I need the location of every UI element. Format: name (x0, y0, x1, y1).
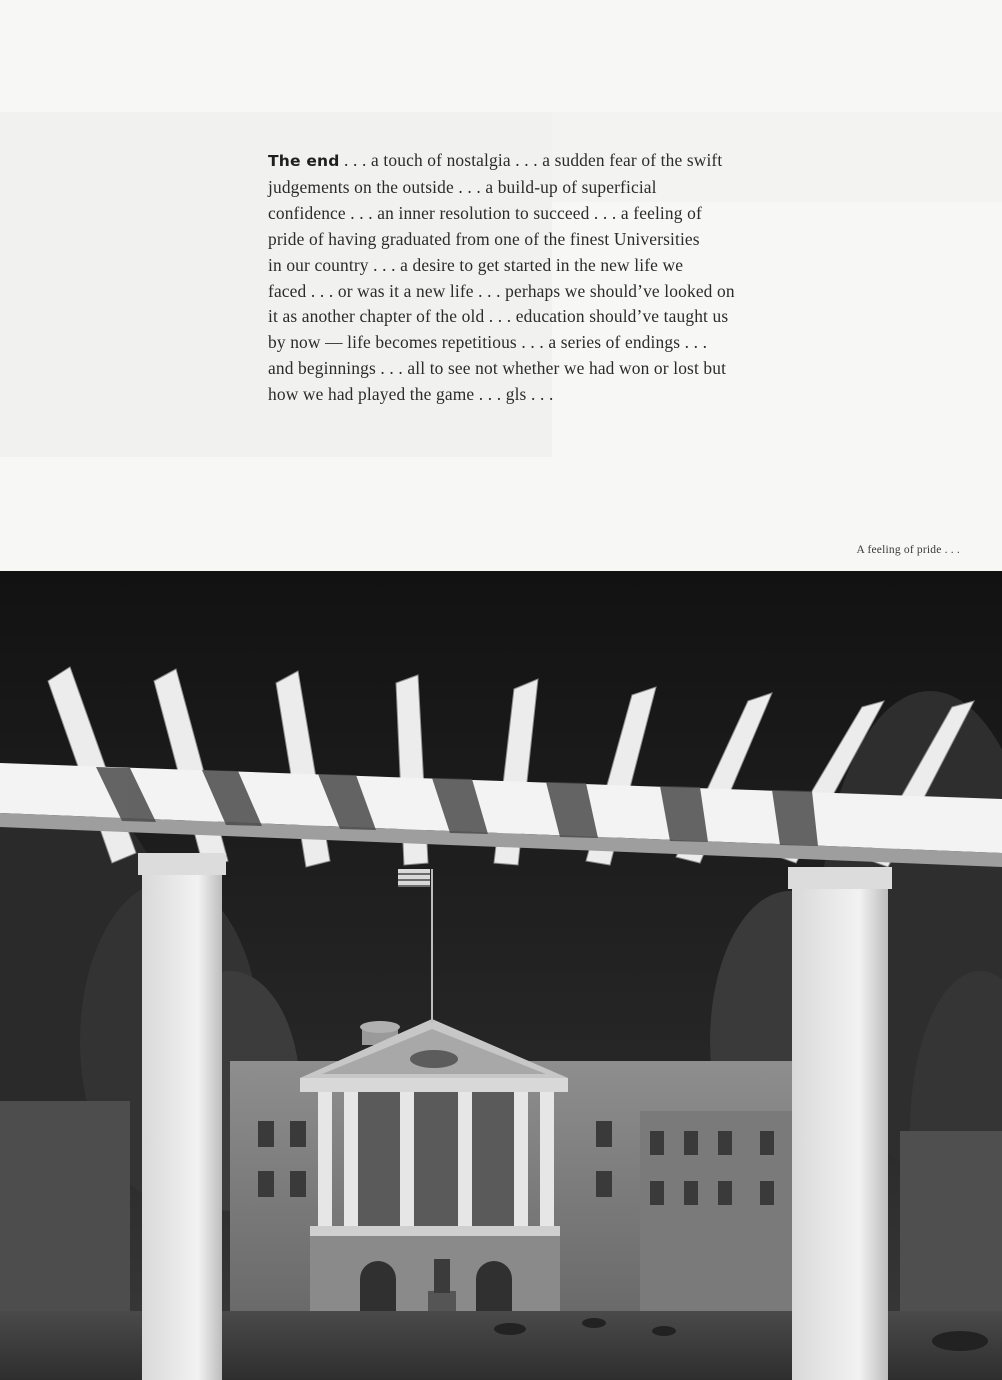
essay-line-4: pride of having graduated from one of the finest Universities (268, 228, 700, 249)
campus-photo (0, 571, 1002, 1380)
essay-line-10: how we had played the game . . . gls . . . (268, 384, 554, 405)
essay-line-1-text: . . . a touch of nostalgia . . . a sudden fear of the swift (339, 150, 723, 170)
essay-line-3: confidence . . . an inner resolution to succeed . . . a feeling of (268, 202, 702, 223)
essay-lead: The end (268, 152, 340, 170)
closing-essay (268, 148, 848, 408)
essay-line-5: in our country . . . a desire to get started in the new life we (268, 254, 684, 275)
essay-line-7: it as another chapter of the old . . . education should’ve taught us (268, 306, 729, 327)
photo-caption: A feeling of pride . . . (856, 544, 960, 556)
pergola-and-hall-illustration (0, 571, 1002, 1380)
essay-line-8: by now — life becomes repetitious . . . a series of endings . . . (268, 332, 708, 353)
essay-line-6: faced . . . or was it a new life . . . perhaps we should’ve looked on (268, 280, 735, 301)
essay-line-9: and beginnings . . . all to see not whether we had won or lost but (268, 358, 727, 379)
essay-line-2: judgements on the outside . . . a build-up of superficial (268, 176, 657, 197)
bascom-hall (230, 1019, 800, 1323)
essay-line-1 (268, 148, 848, 175)
